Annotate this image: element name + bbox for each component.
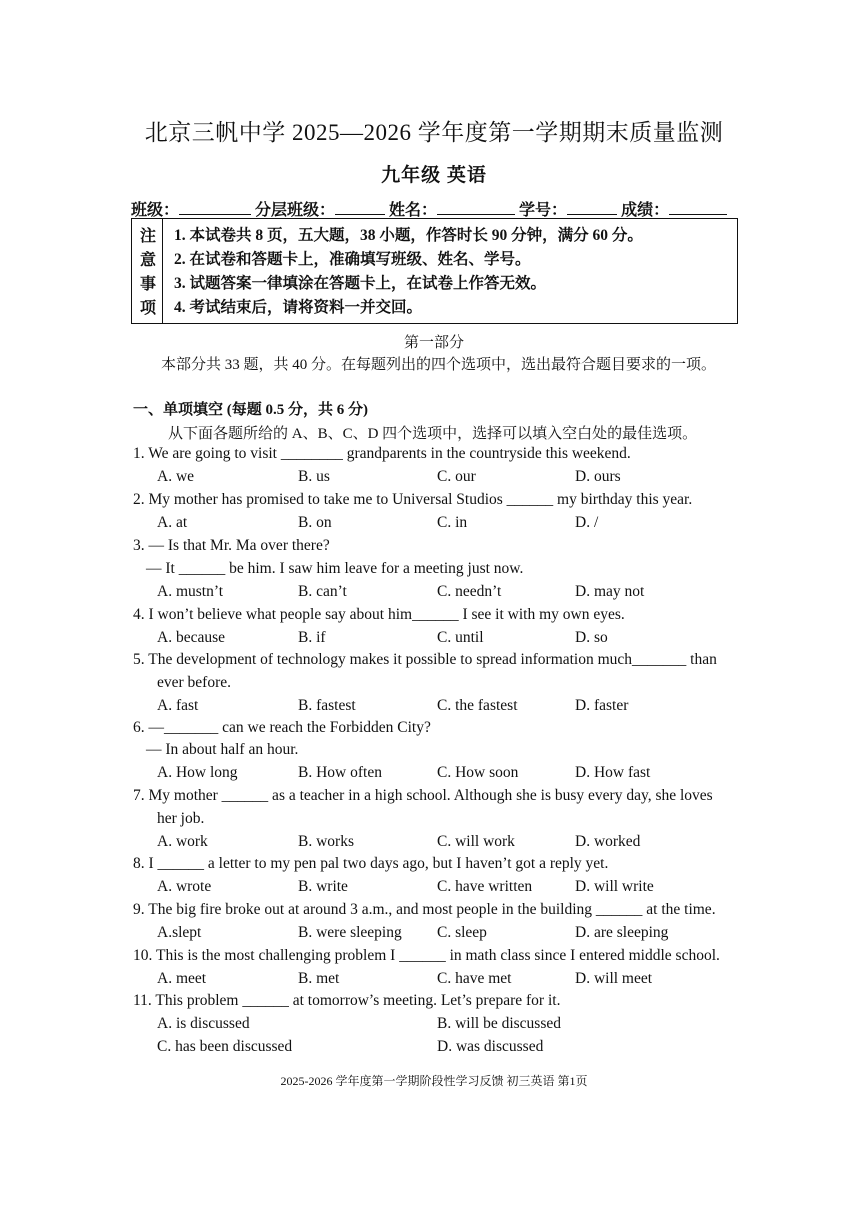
question-6-option-d: D. How fast: [575, 764, 651, 781]
notice-side-char: 项: [140, 300, 157, 317]
field-score-label: 成绩：: [621, 202, 670, 219]
field-class-label: 班级：: [131, 202, 180, 219]
question-7-stem-line2: her job.: [157, 810, 205, 827]
question-1-option-b: B. us: [298, 468, 330, 485]
section-title: 一、单项填空 (每题 0.5 分，共 6 分): [133, 402, 368, 418]
notice-side-char: 意: [140, 252, 157, 269]
question-9-option-c: C. sleep: [437, 924, 487, 941]
student-info-row: [131, 197, 727, 220]
question-7-stem: 7. My mother ______ as a teacher in a high school. Although she is busy every day, she loves: [133, 787, 713, 804]
question-11-stem: 11. This problem ______ at tomorrow’s meeting. Let’s prepare for it.: [133, 992, 561, 1009]
question-6-stem-line2: — In about half an hour.: [146, 741, 299, 758]
question-10-option-d: D. will meet: [575, 970, 653, 987]
question-5-option-a: A. fast: [157, 697, 199, 714]
question-3-option-b: B. can’t: [298, 583, 347, 600]
question-5-option-c: C. the fastest: [437, 697, 518, 714]
field-class-blank: [179, 199, 251, 215]
question-4-option-d: D. so: [575, 629, 608, 646]
question-4-option-a: A. because: [157, 629, 225, 646]
field-id-blank: [567, 199, 617, 215]
question-6-stem: 6. —_______ can we reach the Forbidden City?: [133, 719, 431, 736]
question-7-option-b: B. works: [298, 833, 354, 850]
question-5-option-d: D. faster: [575, 697, 629, 714]
question-6-option-c: C. How soon: [437, 764, 519, 781]
question-3-option-d: D. may not: [575, 583, 645, 600]
question-10-option-c: C. have met: [437, 970, 512, 987]
question-6-option-a: A. How long: [157, 764, 238, 781]
question-3-stem: 3. — Is that Mr. Ma over there?: [133, 537, 330, 554]
question-9-stem: 9. The big fire broke out at around 3 a.m., and most people in the building ______ at the time.: [133, 901, 716, 918]
question-1-option-d: D. ours: [575, 468, 621, 485]
question-5-option-b: B. fastest: [298, 697, 356, 714]
question-8-option-c: C. have written: [437, 878, 533, 895]
field-id-label: 学号：: [519, 202, 568, 219]
field-name-label: 姓名：: [389, 202, 438, 219]
question-5-stem-line2: ever before.: [157, 674, 232, 691]
part-description: 本部分共 33 题，共 40 分。在每题列出的四个选项中，选出最符合题目要求的一项。: [161, 357, 717, 373]
field-score-blank: [669, 199, 727, 215]
question-9-option-d: D. are sleeping: [575, 924, 669, 941]
question-5-stem: 5. The development of technology makes it possible to spread information much_______ than: [133, 651, 717, 668]
question-11-option-b: B. will be discussed: [437, 1015, 561, 1032]
question-8-option-d: D. will write: [575, 878, 654, 895]
question-3-stem-line2: — It ______ be him. I saw him leave for a meeting just now.: [146, 560, 524, 577]
question-8-option-b: B. write: [298, 878, 348, 895]
exam-subtitle: 九年级 英语: [381, 165, 487, 186]
question-10-stem: 10. This is the most challenging problem I ______ in math class since I entered middle school.: [133, 947, 720, 964]
question-4-option-b: B. if: [298, 629, 326, 646]
question-3-option-c: C. needn’t: [437, 583, 502, 600]
section-description: 从下面各题所给的 A、B、C、D 四个选项中，选择可以填入空白处的最佳选项。: [168, 426, 698, 442]
notice-item: 4. 考试结束后，请将资料一并交回。: [174, 299, 423, 316]
field-name-blank: [437, 199, 515, 215]
question-2-option-b: B. on: [298, 514, 332, 531]
question-11-option-c: C. has been discussed: [157, 1038, 293, 1055]
question-7-option-a: A. work: [157, 833, 208, 850]
exam-title: 北京三帆中学 2025—2026 学年度第一学期期末质量监测: [144, 120, 724, 145]
notice-side-char: 注: [140, 228, 157, 245]
question-7-option-d: D. worked: [575, 833, 641, 850]
notice-item: 1. 本试卷共 8 页，五大题，38 小题，作答时长 90 分钟，满分 60 分。: [174, 227, 643, 244]
question-11-option-a: A. is discussed: [157, 1015, 250, 1032]
question-1-stem: 1. We are going to visit ________ grandparents in the countryside this weekend.: [133, 445, 631, 462]
question-4-option-c: C. until: [437, 629, 484, 646]
field-level-class-blank: [335, 199, 385, 215]
notice-side-char: 事: [140, 276, 157, 293]
question-8-stem: 8. I ______ a letter to my pen pal two days ago, but I haven’t got a reply yet.: [133, 855, 609, 872]
question-1-option-a: A. we: [157, 468, 195, 485]
question-7-option-c: C. will work: [437, 833, 515, 850]
notice-side-label: [132, 219, 163, 323]
question-2-option-c: C. in: [437, 514, 468, 531]
question-9-option-b: B. were sleeping: [298, 924, 402, 941]
notice-item: 3. 试题答案一律填涂在答题卡上，在试卷上作答无效。: [174, 275, 547, 292]
question-4-stem: 4. I won’t believe what people say about him______ I see it with my own eyes.: [133, 606, 625, 623]
question-3-option-a: A. mustn’t: [157, 583, 224, 600]
question-10-option-b: B. met: [298, 970, 340, 987]
notice-item: 2. 在试卷和答题卡上，准确填写班级、姓名、学号。: [174, 251, 531, 268]
page-footer: 2025-2026 学年度第一学期阶段性学习反馈 初三英语 第1页: [280, 1074, 588, 1088]
question-10-option-a: A. meet: [157, 970, 207, 987]
question-11-option-d: D. was discussed: [437, 1038, 544, 1055]
question-8-option-a: A. wrote: [157, 878, 212, 895]
question-2-option-a: A. at: [157, 514, 188, 531]
question-2-stem: 2. My mother has promised to take me to Universal Studios ______ my birthday this year.: [133, 491, 693, 508]
notice-box: [131, 218, 738, 324]
part-title: 第一部分: [403, 335, 464, 351]
question-9-option-a: A.slept: [157, 924, 202, 941]
question-6-option-b: B. How often: [298, 764, 382, 781]
field-level-class-label: 分层班级：: [255, 202, 336, 219]
question-1-option-c: C. our: [437, 468, 476, 485]
question-2-option-d: D. /: [575, 514, 599, 531]
